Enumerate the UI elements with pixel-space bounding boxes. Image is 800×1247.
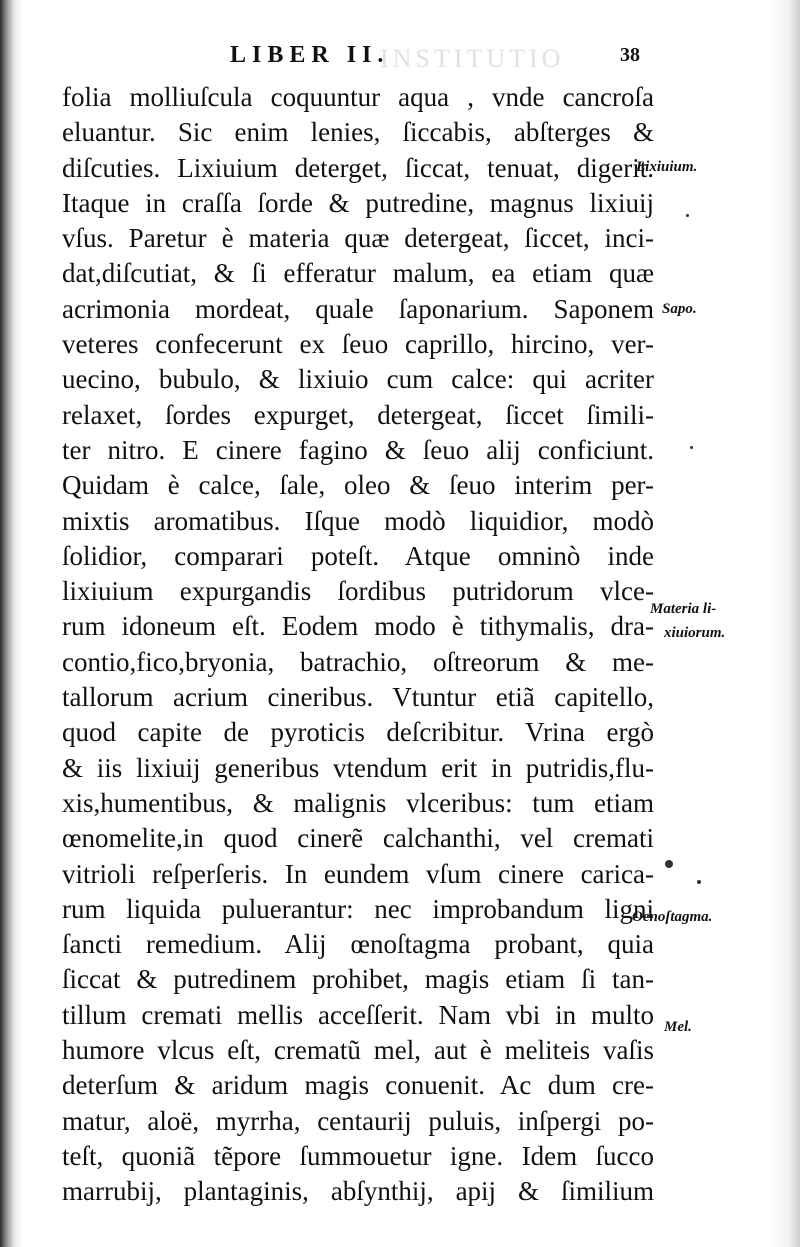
marginal-note-sapo: Sapo. — [662, 301, 697, 317]
main-text-block — [62, 80, 654, 1210]
text-line: relaxet, ſordes expurget, detergeat, ſiccet ſimili- — [62, 399, 654, 430]
marginal-note-mel: Mel. — [664, 1019, 692, 1035]
text-line: Quidam è calce, ſale, oleo & ſeuo interim per- — [62, 470, 654, 501]
ink-spot — [697, 880, 701, 884]
text-line: rum liquida puluerantur: nec improbandum ligni — [62, 893, 654, 924]
text-line: lixiuium expurgandis ſordibus putridorum vlce- — [62, 576, 654, 607]
text-line: deterſum & aridum magis conuenit. Ac dum cre- — [62, 1070, 654, 1101]
ink-spot — [686, 214, 689, 217]
text-line: folia molliuſcula coquuntur aqua , vnde cancroſa — [62, 82, 654, 112]
text-line: veteres confecerunt ex ſeuo caprillo, hircino, ver- — [62, 329, 654, 360]
text-line: matur, aloë, myrrha, centaurij puluis, inſpergi po- — [62, 1105, 654, 1136]
page-header — [230, 42, 640, 76]
text-line: vitrioli reſperſeris. In eundem vſum cinere carica- — [62, 858, 654, 889]
text-line: xis,humentibus, & malignis vlceribus: tum etiam — [62, 787, 654, 818]
text-line: teſt, quoniã tẽpore ſummouetur igne. Idem ſucco — [62, 1140, 654, 1171]
running-head: LIBER II. — [230, 42, 390, 68]
text-line: humore vlcus eſt, crematũ mel, aut è meliteis vaſis — [62, 1035, 654, 1066]
ink-spot — [690, 446, 693, 449]
text-line: tillum cremati mellis acceſſerit. Nam vbi in multo — [62, 999, 654, 1030]
text-line: contio,fico,bryonia, batrachio, oſtreorum & me- — [62, 646, 654, 677]
text-line: uecino, bubulo, & lixiuio cum calce: qui acriter — [62, 364, 654, 395]
text-line: marrubij, plantaginis, abſynthij, apij & ſimilium — [62, 1176, 654, 1207]
text-line: ſancti remedium. Alij œnoſtagma probant, quia — [62, 929, 654, 960]
text-line: œnomelite,in quod cinerẽ calchanthi, vel cremati — [62, 823, 654, 854]
text-line: rum idoneum eſt. Eodem modo è tithymalis, dra- — [62, 611, 654, 642]
text-line: Itaque in craſſa ſorde & putredine, magnus lixiuij — [62, 187, 654, 218]
text-line: quod capite de pyroticis deſcribitur. Vrina ergò — [62, 717, 654, 748]
bleed-through-text: INSTITUTIO — [380, 44, 565, 73]
text-line: ſiccat & putredinem prohibet, magis etiam ſi tan- — [62, 964, 654, 995]
page-edge-right — [770, 0, 800, 1247]
text-line: ter nitro. E cinere fagino & ſeuo alij conficiunt. — [62, 434, 654, 465]
text-line: mixtis aromatibus. Iſque modò liquidior, modò — [62, 505, 654, 536]
ink-spot — [665, 860, 673, 868]
text-line: ſolidior, comparari poteſt. Atque omninò inde — [62, 540, 654, 571]
text-line: acrimonia mordeat, quale ſaponarium. Saponem — [62, 293, 654, 324]
marginal-note-materia-1: Materia li- — [650, 601, 717, 617]
text-line: dat,diſcutiat, & ſi efferatur malum, ea etiam quæ — [62, 258, 654, 289]
text-line: diſcuties. Lixiuium deterget, ſiccat, tenuat, digerit. — [62, 152, 654, 183]
marginal-note-lixiuium: Lixiuium. — [636, 159, 698, 175]
marginal-note-oenostagma: Oenoſtagma. — [632, 909, 713, 925]
page-number: 38 — [620, 44, 640, 66]
text-line: vſus. Paretur è materia quæ detergeat, ſiccet, inci- — [62, 223, 654, 254]
text-line: tallorum acrium cineribus. Vtuntur etiã capitello, — [62, 682, 654, 713]
text-line: eluantur. Sic enim lenies, ſiccabis, abſterges & — [62, 117, 654, 148]
marginal-note-materia-2: xiuiorum. — [664, 625, 726, 641]
text-line: & iis lixiuij generibus vtendum erit in putridis,flu- — [62, 752, 654, 783]
page-edge-shadow — [0, 0, 22, 1247]
